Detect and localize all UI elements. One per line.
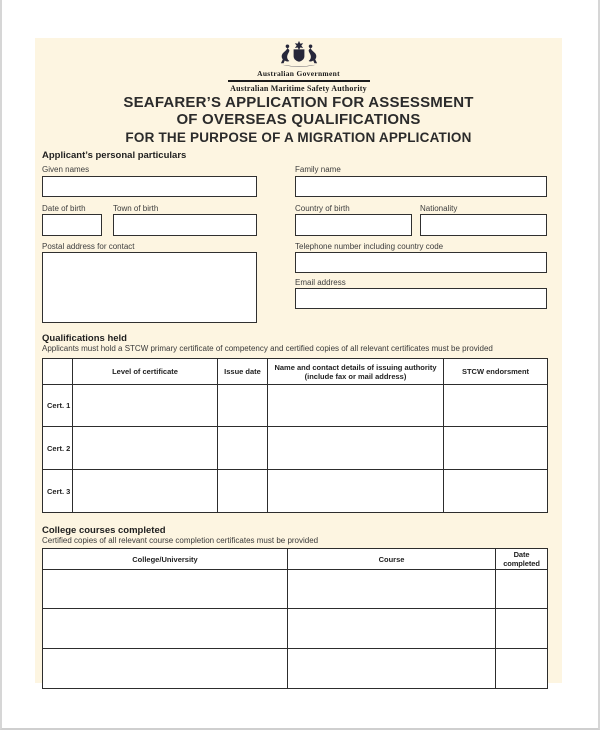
cert-3-label: Cert. 3: [43, 470, 73, 513]
family-name-label: Family name: [295, 165, 341, 174]
level-of-certificate-header: Level of certificate: [73, 359, 218, 385]
postal-address-label: Postal address for contact: [42, 242, 135, 251]
issuing-authority-header: [268, 359, 444, 385]
course-3-college-cell[interactable]: [43, 649, 288, 689]
given-names-input[interactable]: [42, 176, 257, 197]
course-row-2: [43, 609, 548, 649]
stcw-endorsement-header: STCW endorsment: [444, 359, 548, 385]
cert-blank-header: [43, 359, 73, 385]
qualifications-table: [42, 358, 548, 513]
course-2-course-cell[interactable]: [288, 609, 496, 649]
cert-1-label: Cert. 1: [43, 385, 73, 427]
date-completed-header: Date completed: [496, 549, 548, 570]
nationality-input[interactable]: [420, 214, 547, 236]
issue-date-header: Issue date: [218, 359, 268, 385]
issuing-authority-header-line1: Name and contact details of issuing authority: [274, 362, 437, 372]
town-of-birth-label: Town of birth: [113, 204, 159, 213]
government-text: Australian Government: [257, 69, 340, 78]
cert-3-row: [43, 470, 548, 513]
postal-address-input[interactable]: [42, 252, 257, 323]
title-line-3: FOR THE PURPOSE OF A MIGRATION APPLICATION: [125, 130, 472, 145]
cert-2-level-cell[interactable]: [73, 427, 218, 470]
date-of-birth-label: Date of birth: [42, 204, 86, 213]
courses-section-heading: College courses completed: [42, 525, 166, 536]
cert-2-stcw-cell[interactable]: [444, 427, 548, 470]
email-label: Email address: [295, 278, 346, 287]
title-line-2: OF OVERSEAS QUALIFICATIONS: [176, 111, 421, 128]
cert-1-stcw-cell[interactable]: [444, 385, 548, 427]
courses-table: [42, 548, 548, 689]
cert-3-stcw-cell[interactable]: [444, 470, 548, 513]
cert-2-label: Cert. 2: [43, 427, 73, 470]
country-of-birth-input[interactable]: [295, 214, 412, 236]
cert-1-row: [43, 385, 548, 427]
course-1-date-cell[interactable]: [496, 570, 548, 609]
course-row-3: [43, 649, 548, 689]
qualifications-header-row: [43, 359, 548, 385]
family-name-input[interactable]: [295, 176, 547, 197]
issuing-authority-header-line2: (include fax or mail address): [304, 371, 407, 381]
college-university-header: College/University: [43, 549, 288, 570]
cert-1-authority-cell[interactable]: [268, 385, 444, 427]
nationality-label: Nationality: [420, 204, 458, 213]
course-3-course-cell[interactable]: [288, 649, 496, 689]
course-header: Course: [288, 549, 496, 570]
date-of-birth-input[interactable]: [42, 214, 102, 236]
course-3-date-cell[interactable]: [496, 649, 548, 689]
cert-2-issue-date-cell[interactable]: [218, 427, 268, 470]
title-line-1: SEAFARER’S APPLICATION FOR ASSESSMENT: [123, 94, 474, 111]
cert-1-issue-date-cell[interactable]: [218, 385, 268, 427]
course-2-date-cell[interactable]: [496, 609, 548, 649]
cert-3-issue-date-cell[interactable]: [218, 470, 268, 513]
telephone-label: Telephone number including country code: [295, 242, 444, 251]
course-1-course-cell[interactable]: [288, 570, 496, 609]
email-input[interactable]: [295, 288, 547, 309]
form-page: [35, 38, 562, 683]
cert-3-level-cell[interactable]: [73, 470, 218, 513]
country-of-birth-label: Country of birth: [295, 204, 350, 213]
cert-3-authority-cell[interactable]: [268, 470, 444, 513]
course-row-1: [43, 570, 548, 609]
header-divider: [228, 80, 370, 82]
course-2-college-cell[interactable]: [43, 609, 288, 649]
government-header: [35, 40, 562, 93]
australian-coat-of-arms-icon: [262, 40, 336, 68]
personal-section-heading: Applicant’s personal particulars: [42, 150, 187, 161]
telephone-input[interactable]: [295, 252, 547, 273]
courses-note: Certified copies of all relevant course completion certificates must be provided: [42, 536, 319, 545]
form-title: [35, 94, 562, 145]
town-of-birth-input[interactable]: [113, 214, 257, 236]
cert-2-authority-cell[interactable]: [268, 427, 444, 470]
agency-text: Australian Maritime Safety Authority: [230, 83, 367, 93]
cert-1-level-cell[interactable]: [73, 385, 218, 427]
given-names-label: Given names: [42, 165, 90, 174]
cert-2-row: [43, 427, 548, 470]
courses-header-row: [43, 549, 548, 570]
course-1-college-cell[interactable]: [43, 570, 288, 609]
qualifications-section-heading: Qualifications held: [42, 333, 127, 344]
qualifications-note: Applicants must hold a STCW primary certificate of competency and certified copies of all relevant certificates must be provided: [42, 344, 493, 353]
